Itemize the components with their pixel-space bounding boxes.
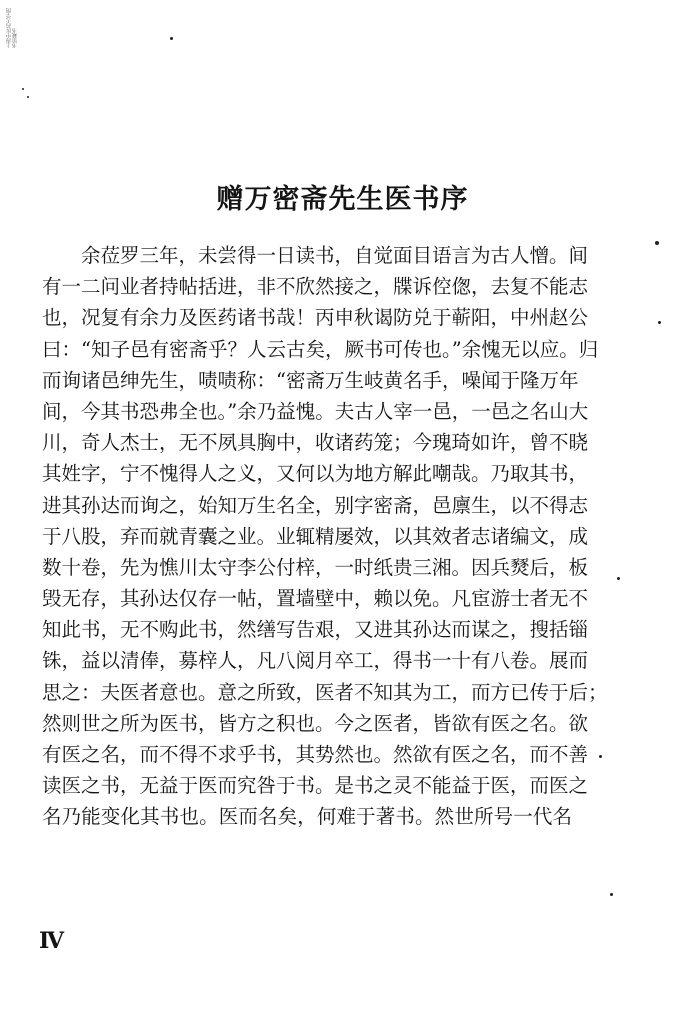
text-line: 川，奇人杰士，无不夙具胸中，收诸药笼；今瑰琦如许，曾不晓 [42, 431, 589, 455]
scan-speck [27, 96, 29, 98]
text-line: 有一二问业者持帖括进，非不欣然接之，牒诉倥偬，去复不能志 [42, 275, 589, 299]
text-line: 知此书，无不购此书，然缮写告艰，又进其孙达而谋之，搜括锱 [42, 618, 589, 642]
library-stamp: 上海中医药大学图书馆藏书 [6, 8, 18, 48]
text-line: 也，况复有余力及医药诸书哉！丙申秋谒防兑于蕲阳，中州赵公 [42, 306, 589, 330]
scan-speck [599, 755, 602, 758]
text-line: 然则世之所为医书，皆方之积也。今之医者，皆欲有医之名。欲 [42, 711, 589, 735]
text-line: 而询诸邑绅先生，啧啧称：“密斋万生岐黄名手，噪闻于隆万年 [42, 368, 579, 392]
scan-speck [617, 577, 620, 580]
scan-speck [170, 37, 173, 40]
text-line: 名乃能变化其书也。医而名矣，何难于著书。然世所号一代名 [42, 805, 572, 829]
scan-speck [655, 241, 659, 245]
text-line: 进其孙达而询之，始知万生名全，别字密斋，邑廪生，以不得志 [42, 493, 589, 517]
text-line: 读医之书，无益于医而究咎于书。是书之灵不能益于医，而医之 [42, 774, 589, 798]
text-line: 毁无存，其孙达仅存一帖，置墙壁中，赖以免。凡宦游士者无不 [42, 587, 589, 611]
text-line: 间，今其书恐弗全也。”余乃益愧。夫古人宰一邑，一邑之名山大 [42, 399, 589, 423]
text-line: 数十卷，先为憔川太守李公付梓，一时纸贵三湘。因兵燹后，板 [42, 555, 589, 579]
page-number: Ⅳ [39, 928, 64, 954]
text-line: 思之：夫医者意也。意之所致，医者不知其为工，而方已传于后； [42, 680, 608, 704]
scan-speck [610, 893, 613, 896]
text-line: 铢，益以清俸，募梓人，凡八阅月卒工，得书一十有八卷。展而 [42, 649, 589, 673]
preface-body [42, 240, 608, 833]
scan-speck [658, 321, 661, 324]
scan-speck [22, 88, 24, 90]
text-line: 有医之名，而不得不求乎书，其势然也。然欲有医之名，而不善 [42, 743, 589, 766]
text-line: 余莅罗三年，未尝得一日读书，自觉面目语言为古人憎。间 [81, 244, 589, 267]
text-line: 其姓字，宁不愧得人之义，又何以为地方解此嘲哉。乃取其书， [42, 462, 589, 486]
text-line: 于八股，弃而就青囊之业。业辄精屡效，以其效者志诸编文，成 [42, 524, 589, 548]
text-line: 曰：“知子邑有密斋乎？人云古矣，厥书可传也。”余愧无以应。归 [42, 337, 599, 361]
preface-title: 赠万密斋先生医书序 [216, 184, 469, 215]
